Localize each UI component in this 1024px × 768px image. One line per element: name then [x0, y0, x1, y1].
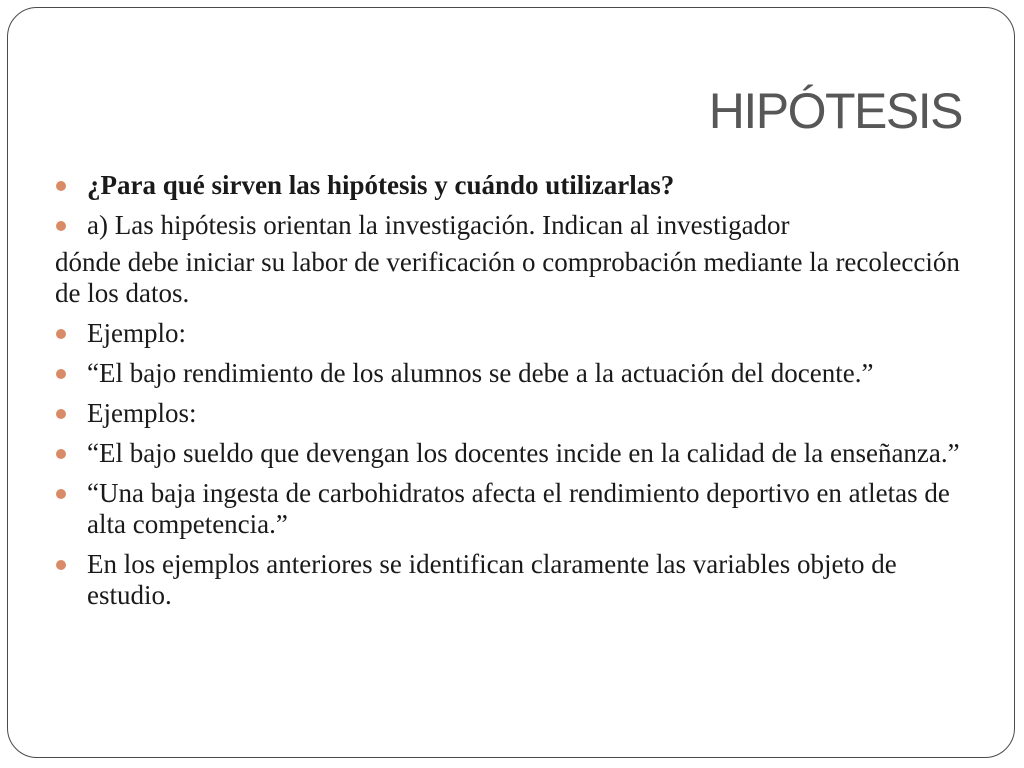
bullet-item-text: “El bajo rendimiento de los alumnos se debe a la actuación del docente.” [87, 358, 874, 388]
bullet-dot-icon [56, 560, 66, 570]
paragraph-text: dónde debe iniciar su labor de verificación o comprobación mediante la recolección de los datos. [55, 247, 960, 308]
bullet-item-text: Ejemplo: [87, 318, 186, 348]
bullet-dot-icon [56, 221, 66, 231]
bullet-item-examples-label [55, 398, 975, 429]
slide-title: HIPÓTESIS [708, 83, 962, 139]
bullet-item-text: ¿Para qué sirven las hipótesis y cuándo utilizarlas? [87, 170, 675, 200]
bullet-item-conclusion [55, 549, 975, 611]
bullet-item-text: Ejemplos: [87, 398, 197, 428]
bullet-item-example-2 [55, 438, 975, 469]
bullet-dot-icon [56, 369, 66, 379]
bullet-dot-icon [56, 449, 66, 459]
bullet-dot-icon [56, 329, 66, 339]
bullet-dot-icon [56, 409, 66, 419]
bullet-item-example-label [55, 318, 975, 349]
bullet-item-text: “El bajo sueldo que devengan los docentes incide en la calidad de la enseñanza.” [87, 438, 960, 468]
continuation-paragraph [55, 247, 975, 309]
bullet-dot-icon [56, 181, 66, 191]
bullet-item-text: “Una baja ingesta de carbohidratos afecta el rendimiento deportivo en atletas de alta competencia.” [87, 478, 950, 539]
bullet-dot-icon [56, 489, 66, 499]
bullet-item-text: En los ejemplos anteriores se identifican claramente las variables objeto de estudio. [87, 549, 897, 610]
bullet-item-example-1 [55, 358, 975, 389]
bullet-item-question [55, 170, 975, 201]
slide-body [55, 170, 975, 620]
bullet-item-orientation [55, 210, 975, 241]
bullet-item-example-3 [55, 478, 975, 540]
bullet-item-text: a) Las hipótesis orientan la investigación. Indican al investigador [87, 210, 790, 240]
